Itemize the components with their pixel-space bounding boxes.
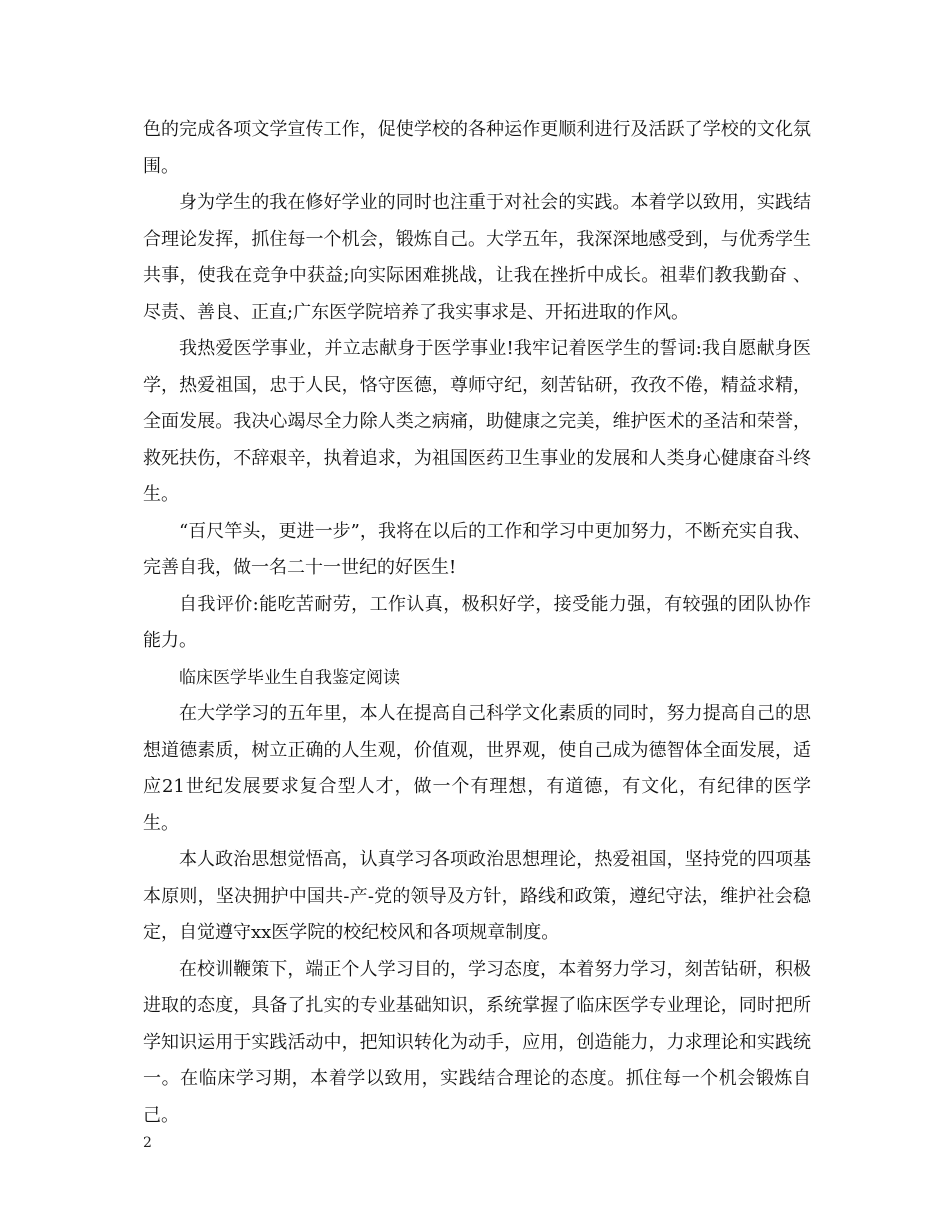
paragraph-2: 身为学生的我在修好学业的同时也注重于对社会的实践。本着学以致用，实践结合理论发挥，抓住每一个机会，锻炼自己。大学五年，我深深地感受到，与优秀学生共事，使我在竞争中获益;向实际困难挑战，让我在挫折中成长。祖辈们教我勤奋 、尽责、善良、正直;广东医学院培养了我实事求是、开拓进取的作风。 xyxy=(143,192,811,323)
paragraph-5: 自我评价:能吃苦耐劳，工作认真，极积好学，接受能力强，有较强的团队协作能力。 xyxy=(143,593,811,651)
document-body xyxy=(143,112,811,1134)
page-number: 2 xyxy=(143,1135,152,1151)
section-heading: 临床医学毕业生自我鉴定阅读 xyxy=(179,667,400,688)
paragraph-6: 在大学学习的五年里，本人在提高自己科学文化素质的同时，努力提高自己的思想道德素质，树立正确的人生观，价值观，世界观，使自己成为德智体全面发展，适应21世纪发展要求复合型人才，做一个有理想，有道德，有文化，有纪律的医学生。 xyxy=(143,703,811,834)
paragraph-4: “百尺竿头，更进一步”，我将在以后的工作和学习中更加努力，不断充实自我、完善自我，做一名二十一世纪的好医生! xyxy=(143,520,811,578)
paragraph-3: 我热爱医学事业，并立志献身于医学事业!我牢记着医学生的誓词:我自愿献身医学，热爱祖国，忠于人民，恪守医德，尊师守纪，刻苦钻研，孜孜不倦，精益求精，全面发展。我决心竭尽全力除人类之病痛，助健康之完美，维护医术的圣洁和荣誉，救死扶伤，不辞艰辛，执着追求，为祖国医药卫生事业的发展和人类身心健康奋斗终生。 xyxy=(143,338,811,505)
paragraph-7: 本人政治思想觉悟高，认真学习各项政治思想理论，热爱祖国，坚持党的四项基本原则，坚决拥护中国共-产-党的领导及方针，路线和政策，遵纪守法，维护社会稳定，自觉遵守xx医学院的校纪校风和各项规章制度。 xyxy=(143,849,811,943)
paragraph-8: 在校训鞭策下，端正个人学习目的，学习态度，本着努力学习，刻苦钻研，积极进取的态度，具备了扎实的专业基础知识，系统掌握了临床医学专业理论，同时把所学知识运用于实践活动中，把知识转化为动手，应用，创造能力，力求理论和实践统一。在临床学习期，本着学以致用，实践结合理论的态度。抓住每一个机会锻炼自己。 xyxy=(143,958,811,1126)
paragraph-1: 色的完成各项文学宣传工作，促使学校的各种运作更顺利进行及活跃了学校的文化氛围。 xyxy=(143,119,811,177)
